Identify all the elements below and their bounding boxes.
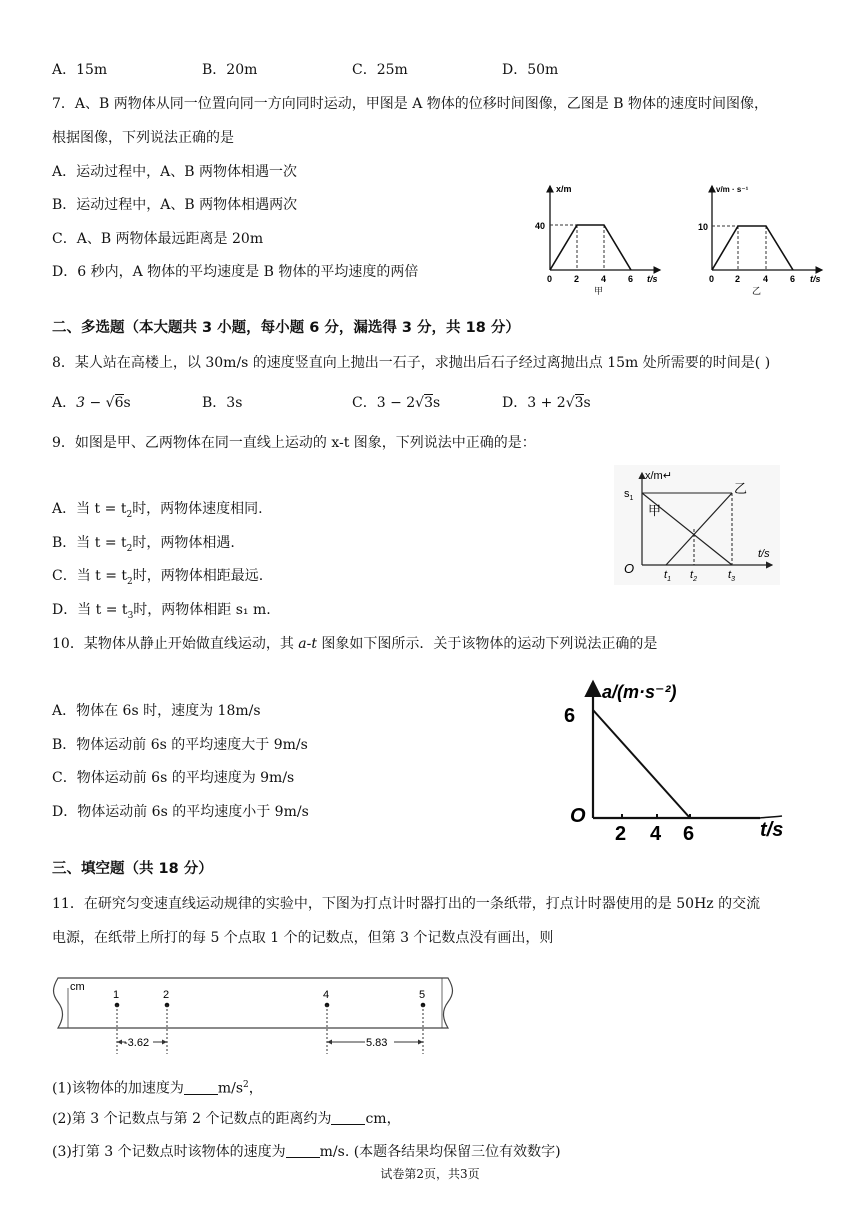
- q9-option-a: [52, 499, 263, 525]
- q10-graph-xtick-2: 2: [615, 823, 627, 844]
- q8-option-c: C．3 − 2√3s: [352, 395, 441, 411]
- q7-yi-ytick: 10: [698, 222, 709, 232]
- q10-graph-ytick-6: 6: [564, 705, 576, 727]
- q7-jia-xlabel: t/s: [647, 274, 658, 284]
- q9-option-a-post: 时，两物体速度相同.: [132, 501, 263, 517]
- q7-option-d: D．6 秒内，A 物体的平均速度是 B 物体的平均速度的两倍: [52, 264, 419, 280]
- q7-option-b: B．运动过程中，A、B 两物体相遇两次: [52, 197, 298, 213]
- q7-option-c: C．A、B 两物体最远距离是 20m: [52, 231, 264, 247]
- q9-option-d-sub: 3: [127, 610, 134, 621]
- q9-xt-graph: [614, 465, 780, 585]
- q9-graph-yi-label: 乙: [734, 481, 748, 496]
- q7-jia-caption: 甲: [594, 286, 604, 296]
- q11-answer-blank-3[interactable]: [286, 1143, 320, 1158]
- q9-option-b-sub: 2: [126, 543, 133, 554]
- q8-option-c-expr: 3 − 2: [376, 395, 416, 411]
- q7-yi-caption: 乙: [752, 286, 762, 296]
- q11-paper-tape: [50, 970, 470, 1060]
- q7-jia-xtick-0: 0: [547, 274, 553, 284]
- tape-distance-4-5: 5.83: [366, 1037, 388, 1049]
- tape-label-5: 5: [419, 989, 426, 1001]
- q10-at-graph: [560, 676, 810, 844]
- q9-graph-origin: O: [624, 561, 635, 576]
- q11-blank-1-unit: m/s: [217, 1080, 244, 1097]
- q9-graph-s1: $s_1$: [624, 488, 634, 502]
- q8-option-c-radicand: 3: [424, 395, 434, 411]
- tape-label-4: 4: [323, 989, 330, 1001]
- q9-option-b-pre: B．当 t = t: [52, 535, 127, 551]
- q8-option-d: D．3 + 2√3s: [502, 395, 591, 411]
- q9-graph-jia-label: 甲: [648, 503, 662, 518]
- q8-option-c-label: C．: [352, 395, 377, 411]
- q7-jia-xtick-4: 4: [601, 274, 607, 284]
- q9-option-b: [52, 533, 235, 559]
- q10-graph-origin: O: [570, 805, 586, 827]
- section-2-heading: 二、多选题（本大题共 3 小题，每小题 6 分，漏选得 3 分，共 18 分）: [52, 320, 520, 336]
- q9-option-c: [52, 566, 263, 592]
- q8-option-d-expr: 3 + 2: [527, 395, 566, 411]
- q9-option-c-post: 时，两物体相距最远.: [132, 568, 264, 584]
- q7-jia-ylabel: x/m: [556, 184, 572, 194]
- q8-option-b: [202, 393, 242, 413]
- q10-option-b: B．物体运动前 6s 的平均速度大于 9m/s: [52, 737, 308, 753]
- q7-graph-yi: [692, 182, 832, 297]
- q10-stem-pre: 10．某物体从静止开始做直线运动，其: [52, 636, 299, 652]
- q7-option-a: A．运动过程中，A、B 两物体相遇一次: [52, 164, 297, 180]
- q6-options: [52, 60, 652, 80]
- q8-option-a-radicand: 6: [114, 395, 124, 411]
- q8-options: [52, 393, 652, 413]
- q7-yi-ylabel: v/m · s⁻¹: [716, 185, 749, 194]
- q11-answer-blank-2[interactable]: [331, 1110, 365, 1125]
- q10-option-d: D．物体运动前 6s 的平均速度小于 9m/s: [52, 804, 309, 820]
- q7-yi-curve: [712, 226, 793, 270]
- q11-blank-2: [52, 1109, 401, 1129]
- q6-option-d: D．50m: [502, 62, 559, 78]
- q11-blank-2-unit: cm，: [365, 1111, 401, 1127]
- q11-blank-3-unit: m/s. (本题各结果均保留三位有效数字): [319, 1144, 561, 1160]
- q9-option-d: [52, 600, 271, 626]
- q7-jia-xtick-2: 2: [574, 274, 580, 284]
- tape-distance-1-2: -3.62: [124, 1037, 150, 1049]
- q10-graph-xtick-6: 6: [683, 823, 695, 844]
- q9-stem: 9．如图是甲、乙两物体在同一直线上运动的 x-t 图象，下列说法中正确的是：: [52, 435, 536, 451]
- q9-option-d-pre: D．当 t = t: [52, 602, 128, 618]
- q9-graph-ylabel: x/m↵: [645, 470, 672, 482]
- q8-option-d-radicand: 3: [574, 395, 584, 411]
- q11-blank-3: [52, 1142, 561, 1162]
- q10-option-a: A．物体在 6s 时，速度为 18m/s: [52, 703, 261, 719]
- q10-graph-ylabel: a/(m·s⁻²): [602, 682, 677, 702]
- q9-option-c-sub: 2: [127, 576, 133, 587]
- q8-option-b-expr: 3s: [226, 395, 243, 411]
- q8-option-d-unit: s: [583, 395, 591, 411]
- q7-yi-xtick-2: 2: [735, 274, 741, 284]
- q6-option-b: B．20m: [202, 62, 258, 78]
- q9-graph-t2: $t_2$: [690, 569, 697, 583]
- q10-stem: [52, 634, 657, 654]
- q11-blank-3-text: (3)打第 3 个记数点时该物体的速度为: [52, 1144, 286, 1160]
- q8-option-a-expr: 3 −: [76, 395, 106, 411]
- q7-graph-jia: [530, 182, 670, 297]
- q10-stem-at: a-t: [298, 636, 317, 652]
- q11-answer-blank-1[interactable]: [184, 1080, 218, 1095]
- q8-option-a: A．3 − √6s: [52, 395, 131, 411]
- q8-option-a-label: A．: [52, 395, 77, 411]
- q8-option-c-unit: s: [433, 395, 441, 411]
- q11-blank-1-text: (1)该物体的加速度为: [52, 1080, 184, 1097]
- q9-graph-t1: $t_1$: [664, 569, 671, 583]
- tape-label-2: 2: [163, 989, 170, 1001]
- q7-yi-xtick-0: 0: [709, 274, 715, 284]
- q11-stem-line2: 电源，在纸带上所打的每 5 个点取 1 个的记数点，但第 3 个记数点没有画出，则: [52, 930, 554, 946]
- q7-jia-curve: [550, 225, 631, 270]
- q7-yi-xtick-4: 4: [763, 274, 769, 284]
- q7-yi-xlabel: t/s: [810, 274, 821, 284]
- q7-stem-line2: 根据图像，下列说法正确的是: [52, 130, 234, 146]
- tape-label-1: 1: [113, 989, 120, 1001]
- q11-blank-2-text: (2)第 3 个记数点与第 2 个记数点的距离约为: [52, 1111, 332, 1127]
- q6-option-c: C．25m: [352, 62, 408, 78]
- q10-graph-xlabel: t/s: [760, 819, 784, 841]
- q9-option-d-post: 时，两物体相距 s₁ m.: [133, 602, 271, 618]
- q8-option-d-label: D．: [502, 395, 528, 411]
- section-3-heading: 三、填空题（共 18 分）: [52, 861, 213, 877]
- q7-jia-ytick: 40: [535, 221, 546, 231]
- q9-graph-xlabel: t/s: [758, 548, 770, 560]
- q10-stem-post: 图象如下图所示．关于该物体的运动下列说法正确的是: [316, 636, 658, 652]
- q9-graph-t3: $t_3$: [728, 569, 735, 583]
- q8-stem: 8．某人站在高楼上，以 30m/s 的速度竖直向上抛出一石子，求抛出后石子经过离抛出点 15m 处所需要的时间是( ): [52, 355, 771, 371]
- q9-option-a-sub: 2: [126, 509, 133, 520]
- q11-blank-1: (1)该物体的加速度为 $m/s^2$，: [52, 1080, 263, 1097]
- q10-graph-xtick-4: 4: [650, 823, 662, 844]
- q10-option-c: C．物体运动前 6s 的平均速度为 9m/s: [52, 770, 295, 786]
- q7-jia-xtick-6: 6: [628, 274, 634, 284]
- tape-unit: cm: [70, 981, 85, 993]
- q11-stem-line1: 11．在研究匀变速直线运动规律的实验中，下图为打点计时器打出的一条纸带，打点计时器使用的是 50Hz 的交流: [52, 896, 761, 912]
- q6-option-a: A．15m: [52, 62, 108, 78]
- q10-graph-line: [593, 710, 690, 818]
- q8-option-b-label: B．: [202, 395, 227, 411]
- q7-yi-xtick-6: 6: [790, 274, 796, 284]
- q9-option-a-pre: A．当 t = t: [52, 501, 127, 517]
- q8-option-a-unit: s: [123, 395, 131, 411]
- page-footer: 试卷第2页，共3页: [380, 1167, 480, 1181]
- q9-option-b-post: 时，两物体相遇.: [132, 535, 235, 551]
- q9-option-c-pre: C．当 t = t: [52, 568, 128, 584]
- q7-stem-line1: 7．A、B 两物体从同一位置向同一方向同时运动，甲图是 A 物体的位移时间图像，乙图是 B 物体的速度时间图像，: [52, 96, 768, 112]
